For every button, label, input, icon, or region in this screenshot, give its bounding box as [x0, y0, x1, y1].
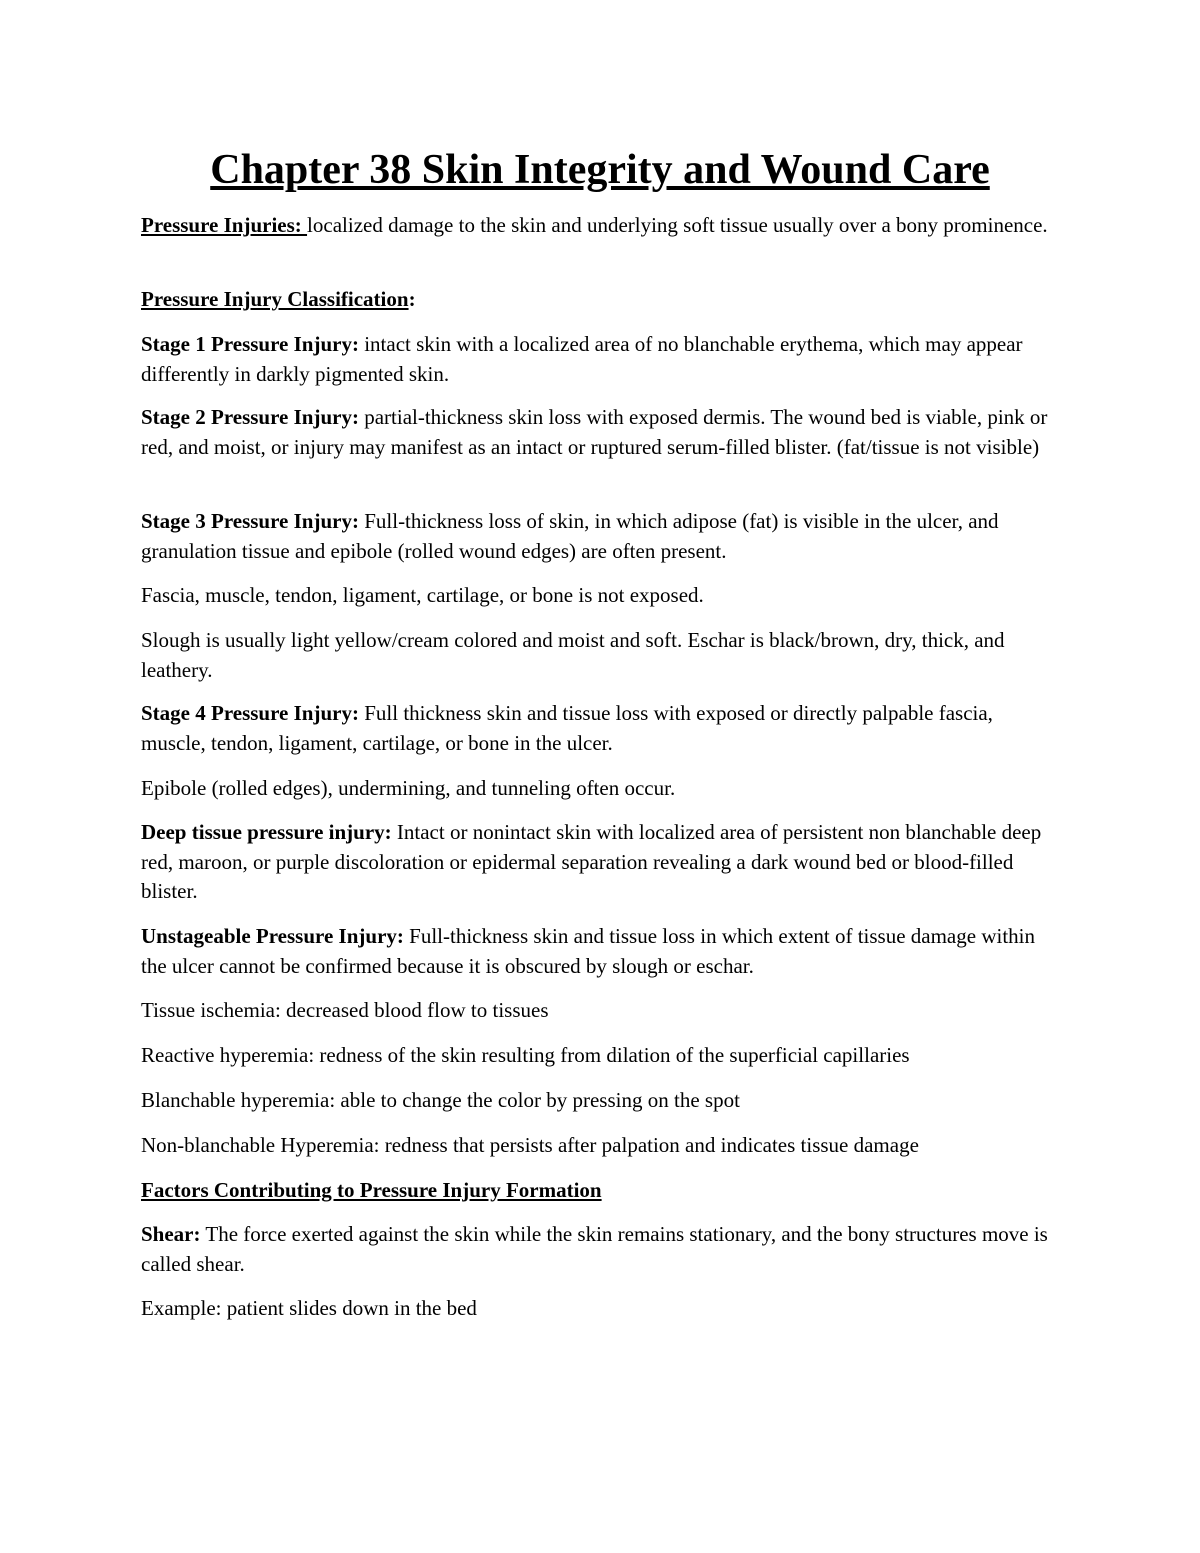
- term-shear: Shear:: [141, 1222, 201, 1246]
- paragraph-stage-2: [141, 403, 1061, 462]
- term-stage-4: Stage 4 Pressure Injury:: [141, 701, 359, 725]
- term-stage-1: Stage 1 Pressure Injury:: [141, 332, 359, 356]
- paragraph-slough-eschar: Slough is usually light yellow/cream colored and moist and soft. Eschar is black/brown, dry, thick, and leathery.: [141, 628, 1005, 682]
- term-stage-2: Stage 2 Pressure Injury:: [141, 405, 359, 429]
- paragraph-shear: [141, 1220, 1061, 1279]
- paragraph-reactive-hyperemia: Reactive hyperemia: redness of the skin resulting from dilation of the superficial capillaries: [141, 1043, 910, 1067]
- paragraph-pressure-injuries: [141, 211, 1061, 241]
- paragraph-unstageable: [141, 922, 1061, 981]
- paragraph-shear-example: Example: patient slides down in the bed: [141, 1296, 477, 1320]
- term-stage-3: Stage 3 Pressure Injury:: [141, 509, 359, 533]
- definition-stage-2: partial-thickness skin loss with exposed dermis. The wound bed is viable, pink or red, and moist, or injury may manifest as an intact or ruptured serum-filled blister. (fat/tissue is not visible): [141, 405, 1048, 459]
- paragraph-blanchable-hyperemia: Blanchable hyperemia: able to change the color by pressing on the spot: [141, 1088, 740, 1112]
- paragraph-deep-tissue: [141, 818, 1061, 907]
- term-classification: Pressure Injury Classification: [141, 287, 409, 311]
- definition-deep-tissue: Intact or nonintact skin with localized area of persistent non blanchable deep red, maroon, or purple discoloration or epidermal separation revealing a dark wound bed or blood-filled blister.: [141, 820, 1042, 903]
- heading-pressure-injury-classification: [141, 285, 1061, 315]
- term-deep-tissue: Deep tissue pressure injury:: [141, 820, 392, 844]
- paragraph-stage-4: [141, 699, 1061, 758]
- paragraph-epibole: Epibole (rolled edges), undermining, and tunneling often occur.: [141, 776, 676, 800]
- term-factors: Factors Contributing to Pressure Injury Formation: [141, 1178, 602, 1202]
- term-unstageable: Unstageable Pressure Injury:: [141, 924, 404, 948]
- heading-factors: [141, 1176, 1061, 1206]
- classification-colon: :: [408, 287, 416, 311]
- definition-stage-3: Full-thickness loss of skin, in which adipose (fat) is visible in the ulcer, and granulation tissue and epibole (rolled wound edges) are often present.: [141, 509, 999, 563]
- definition-stage-4: Full thickness skin and tissue loss with exposed or directly palpable fascia, muscle, tendon, ligament, cartilage, or bone in the ulcer.: [141, 701, 993, 755]
- paragraph-stage-1: [141, 330, 1061, 389]
- term-pressure-injuries: Pressure Injuries:: [141, 213, 308, 237]
- paragraph-stage-3: [141, 507, 1061, 566]
- document-title: Chapter 38 Skin Integrity and Wound Care: [210, 147, 990, 193]
- definition-shear: The force exerted against the skin while the skin remains stationary, and the bony structures move is called shear.: [141, 1222, 1048, 1276]
- definition-unstageable: Full-thickness skin and tissue loss in which extent of tissue damage within the ulcer cannot be confirmed because it is obscured by slough or eschar.: [141, 924, 1035, 978]
- paragraph-stage-3-not-exposed: Fascia, muscle, tendon, ligament, cartilage, or bone is not exposed.: [141, 583, 704, 607]
- paragraph-tissue-ischemia: Tissue ischemia: decreased blood flow to tissues: [141, 998, 549, 1022]
- definition-stage-1: intact skin with a localized area of no blanchable erythema, which may appear differently in darkly pigmented skin.: [141, 332, 1023, 386]
- definition-pressure-injuries: localized damage to the skin and underlying soft tissue usually over a bony prominence.: [307, 213, 1048, 237]
- paragraph-non-blanchable-hyperemia: Non-blanchable Hyperemia: redness that persists after palpation and indicates tissue damage: [141, 1133, 919, 1157]
